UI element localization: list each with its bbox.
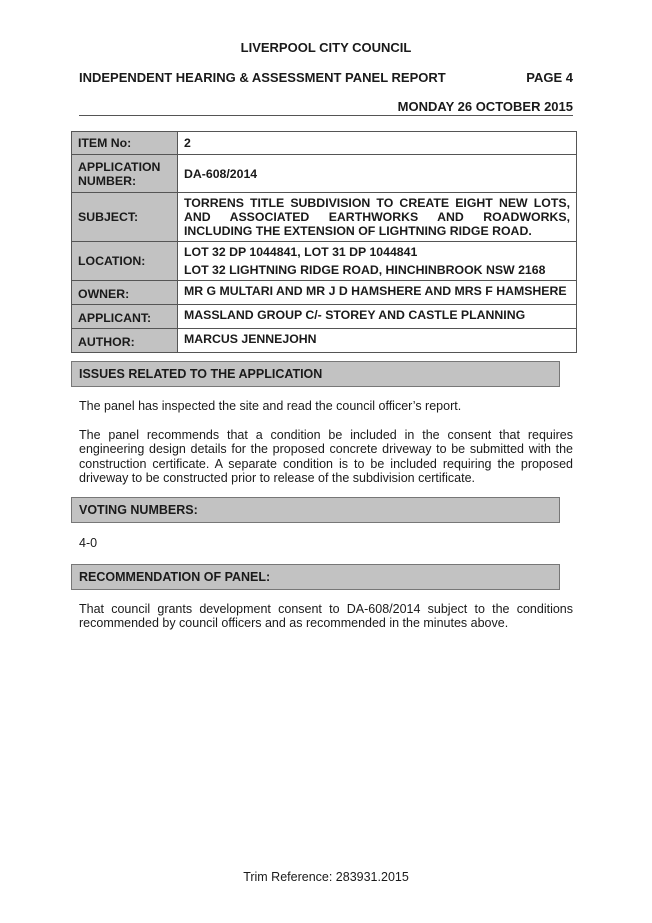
- applicant-value: MASSLAND GROUP C/- STOREY AND CASTLE PLANNING: [178, 305, 577, 329]
- table-row: [72, 193, 577, 242]
- application-number-value: DA-608/2014: [178, 155, 577, 193]
- table-row: [72, 155, 577, 193]
- voting-value: 4-0: [79, 536, 98, 550]
- header-divider: [79, 115, 573, 116]
- subject-value: TORRENS TITLE SUBDIVISION TO CREATE EIGHT NEW LOTS, AND ASSOCIATED EARTHWORKS AND ROADWORKS, INCLUDING THE EXTENSION OF LIGHTNING RIDGE ROAD.: [178, 193, 577, 242]
- trim-reference: Trim Reference: 283931.2015: [243, 870, 409, 884]
- owner-label: OWNER:: [72, 281, 178, 305]
- issues-paragraph-1: The panel has inspected the site and read the council officer’s report.: [79, 399, 462, 413]
- location-value: [178, 242, 577, 281]
- table-row: [72, 132, 577, 155]
- table-row: [72, 329, 577, 353]
- author-label: AUTHOR:: [72, 329, 178, 353]
- report-title: INDEPENDENT HEARING & ASSESSMENT PANEL REPORT: [79, 70, 446, 85]
- recommendation-heading: RECOMMENDATION OF PANEL:: [71, 564, 560, 590]
- meeting-date: MONDAY 26 OCTOBER 2015: [397, 99, 573, 114]
- item-no-label: ITEM No:: [72, 132, 178, 155]
- council-name: LIVERPOOL CITY COUNCIL: [240, 40, 412, 55]
- page-number: PAGE 4: [526, 70, 573, 85]
- subject-label: SUBJECT:: [72, 193, 178, 242]
- recommendation-text: That council grants development consent to DA-608/2014 subject to the conditions recommended by council officers and as recommended in the minutes above.: [79, 602, 573, 631]
- location-label: LOCATION:: [72, 242, 178, 281]
- table-row: [72, 281, 577, 305]
- location-address: LOT 32 LIGHTNING RIDGE ROAD, HINCHINBROOK NSW 2168: [184, 263, 546, 277]
- table-row: [72, 305, 577, 329]
- item-no-value: 2: [178, 132, 577, 155]
- owner-value: MR G MULTARI AND MR J D HAMSHERE AND MRS F HAMSHERE: [178, 281, 577, 305]
- issues-heading: ISSUES RELATED TO THE APPLICATION: [71, 361, 560, 387]
- applicant-label: APPLICANT:: [72, 305, 178, 329]
- voting-heading: VOTING NUMBERS:: [71, 497, 560, 523]
- application-number-label: APPLICATION NUMBER:: [72, 155, 178, 193]
- table-row: [72, 242, 577, 281]
- author-value: MARCUS JENNEJOHN: [178, 329, 577, 353]
- application-details-table: [71, 131, 577, 353]
- location-lots: LOT 32 DP 1044841, LOT 31 DP 1044841: [184, 245, 418, 259]
- issues-paragraph-2: The panel recommends that a condition be included in the consent that requires engineering design details for the proposed concrete driveway to be submitted with the construction certificate. A separate condition is to be included requiring the proposed driveway to be constructed prior to release of the subdivision certificate.: [79, 428, 573, 486]
